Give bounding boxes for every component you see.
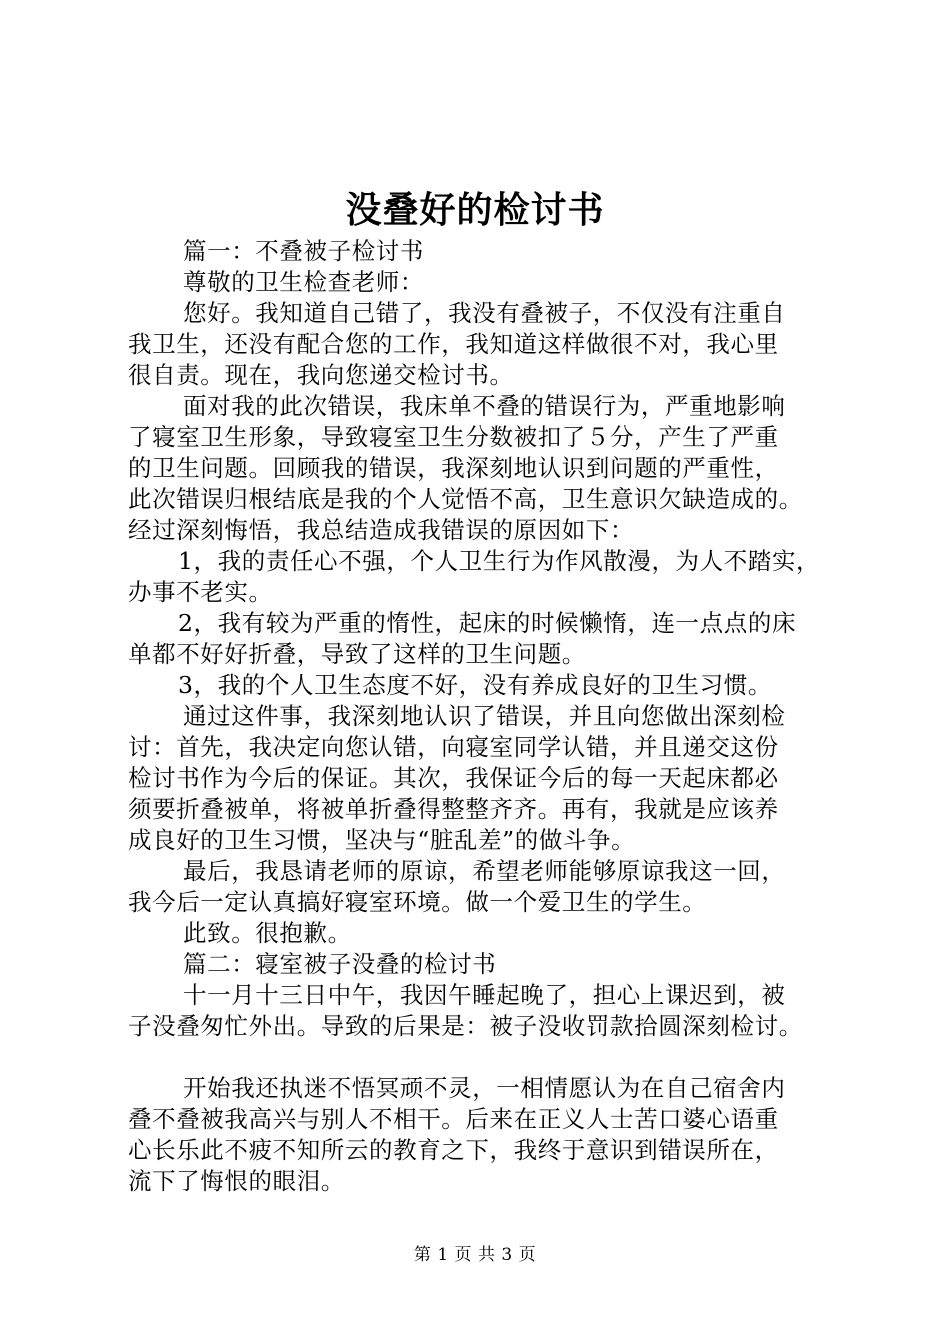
- text-line: 的卫生问题。回顾我的错误，我深刻地认识到问题的严重性，: [128, 454, 779, 482]
- text-line: 此致。很抱歉。: [183, 919, 352, 947]
- text-line: 面对我的此次错误，我床单不叠的错误行为，严重地影响: [183, 392, 786, 420]
- text-line: 须要折叠被单，将被单折叠得整整齐齐。再有，我就是应该养: [128, 795, 779, 823]
- page-number-footer: 第 1 页 共 3 页: [413, 1245, 537, 1265]
- text-line: 此次错误归根结底是我的个人觉悟不高，卫生意识欠缺造成的。: [128, 485, 803, 513]
- text-line: 子没叠匆忙外出。导致的后果是：被子没收罚款拾圆深刻检讨。: [128, 1012, 803, 1040]
- text-line: 通过这件事，我深刻地认识了错误，并且向您做出深刻检: [183, 702, 786, 730]
- text-line: 流下了悔恨的眼泪。: [128, 1167, 345, 1195]
- text-line: 我今后一定认真搞好寝室环境。做一个爱卫生的学生。: [128, 888, 707, 916]
- text-line: 单都不好好折叠，导致了这样的卫生问题。: [128, 640, 586, 668]
- text-line: 很自责。现在，我向您递交检讨书。: [128, 361, 514, 389]
- text-line: 经过深刻悔悟，我总结造成我错误的原因如下：: [128, 516, 635, 544]
- text-line: 我卫生，还没有配合您的工作，我知道这样做很不对，我心里: [128, 330, 779, 358]
- text-line: 尊敬的卫生检查老师：: [183, 268, 424, 296]
- text-line: 叠不叠被我高兴与别人不相干。后来在正义人士苦口婆心语重: [128, 1105, 779, 1133]
- text-line: 开始我还执迷不悟冥顽不灵，一相情愿认为在自己宿舍内: [183, 1074, 786, 1102]
- text-line: 了寝室卫生形象，导致寝室卫生分数被扣了５分，产生了严重: [128, 423, 779, 451]
- text-line: 讨：首先，我决定向您认错，向寝室同学认错，并且递交这份: [128, 733, 779, 761]
- text-line: 最后，我恳请老师的原谅，希望老师能够原谅我这一回，: [183, 857, 786, 885]
- text-line: 3，我的个人卫生态度不好，没有养成良好的卫生习惯。: [178, 671, 772, 699]
- text-line: 成良好的卫生习惯，坚决与“脏乱差”的做斗争。: [128, 826, 636, 854]
- page-title: 没叠好的检讨书: [345, 189, 605, 231]
- text-line: 2，我有较为严重的惰性，起床的时候懒惰，连一点点的床: [178, 609, 797, 637]
- text-line: 办事不老实。: [128, 578, 273, 606]
- text-line: 检讨书作为今后的保证。其次，我保证今后的每一天起床都必: [128, 764, 779, 792]
- blank-line: [128, 1042, 840, 1073]
- text-line: 心长乐此不疲不知所云的教育之下，我终于意识到错误所在，: [128, 1136, 779, 1164]
- document-body: [128, 236, 840, 1197]
- text-line: 1，我的责任心不强，个人卫生行为作风散漫，为人不踏实，: [178, 547, 821, 575]
- text-line: 篇一：不叠被子检讨书: [183, 237, 424, 265]
- text-line: 十一月十三日中午，我因午睡起晚了，担心上课迟到，被: [183, 981, 786, 1009]
- text-line: 您好。我知道自己错了，我没有叠被子，不仅没有注重自: [183, 299, 786, 327]
- text-line: 篇二：寝室被子没叠的检讨书: [183, 950, 497, 978]
